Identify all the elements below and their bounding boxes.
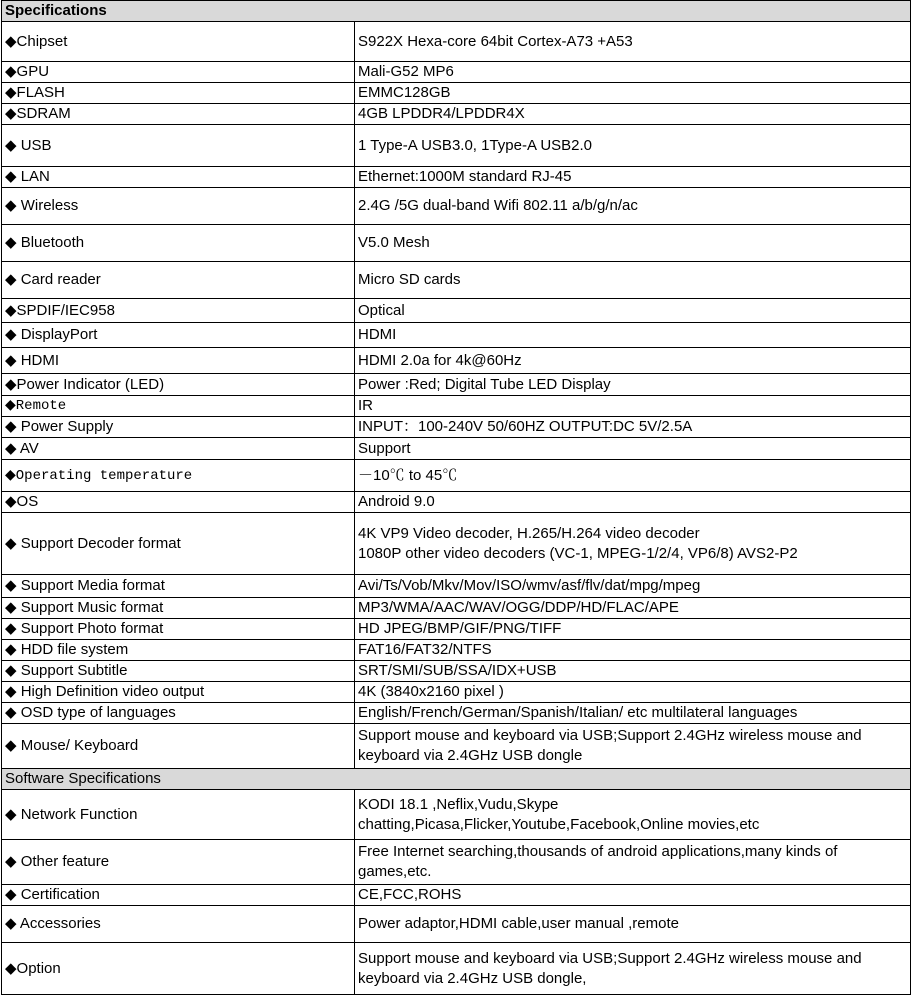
spec-value: 4GB LPDDR4/LPDDR4X [355,104,911,125]
spec-label: ◆ Mouse/ Keyboard [2,724,355,769]
spec-label: ◆ LAN [2,167,355,188]
spec-value: Mali-G52 MP6 [355,62,911,83]
spec-value: EMMC128GB [355,83,911,104]
table-row [2,575,911,598]
table-row [2,640,911,661]
table-row [2,262,911,299]
spec-value: Android 9.0 [355,492,911,513]
spec-label: ◆Remote [2,396,355,417]
table-row [2,348,911,374]
table-row [2,374,911,396]
table-row [2,492,911,513]
section-title: Software Specifications [2,769,911,790]
spec-label: ◆ USB [2,125,355,167]
table-row [2,396,911,417]
table-row [2,188,911,225]
spec-label: ◆Option [2,943,355,995]
spec-value: INPUT：100-240V 50/60HZ OUTPUT:DC 5V/2.5A [355,417,911,438]
table-row [2,104,911,125]
spec-label: ◆OS [2,492,355,513]
spec-label: ◆ AV [2,438,355,460]
spec-label: ◆FLASH [2,83,355,104]
spec-label: ◆ OSD type of languages [2,703,355,724]
spec-value: SRT/SMI/SUB/SSA/IDX+USB [355,661,911,682]
spec-value: Ethernet:1000M standard RJ-45 [355,167,911,188]
spec-label: ◆ Certification [2,885,355,906]
spec-label: ◆ Support Subtitle [2,661,355,682]
spec-value: Power :Red; Digital Tube LED Display [355,374,911,396]
spec-label: ◆ Network Function [2,790,355,840]
specifications-table [1,0,911,995]
table-row [2,167,911,188]
table-row [2,790,911,840]
spec-value: KODI 18.1 ,Neflix,Vudu,Skype chatting,Picasa,Flicker,Youtube,Facebook,Online movies,etc [355,790,911,840]
spec-label: ◆Operating temperature [2,460,355,492]
table-row [2,513,911,575]
spec-value: 2.4G /5G dual-band Wifi 802.11 a/b/g/n/ac [355,188,911,225]
spec-value: Optical [355,299,911,323]
section-header-specifications [2,1,911,22]
section-header-software-specifications [2,769,911,790]
spec-value: Support mouse and keyboard via USB;Support 2.4GHz wireless mouse and keyboard via 2.4GHz USB dongle [355,724,911,769]
spec-value: HDMI [355,323,911,348]
spec-label: ◆ Wireless [2,188,355,225]
spec-value: Support mouse and keyboard via USB;Support 2.4GHz wireless mouse and keyboard via 2.4GHz USB dongle, [355,943,911,995]
table-row [2,703,911,724]
spec-label: ◆ Card reader [2,262,355,299]
spec-label: ◆SPDIF/IEC958 [2,299,355,323]
table-row [2,682,911,703]
spec-label: ◆ Accessories [2,906,355,943]
table-row [2,906,911,943]
table-row [2,417,911,438]
table-row [2,840,911,885]
spec-label: ◆Power Indicator (LED) [2,374,355,396]
table-row [2,299,911,323]
spec-label: ◆ Bluetooth [2,225,355,262]
spec-label: ◆ Other feature [2,840,355,885]
spec-value: Avi/Ts/Vob/Mkv/Mov/ISO/wmv/asf/flv/dat/mpg/mpeg [355,575,911,598]
table-row [2,83,911,104]
table-row [2,885,911,906]
spec-value: 4K (3840x2160 pixel ) [355,682,911,703]
spec-value: FAT16/FAT32/NTFS [355,640,911,661]
table-row [2,225,911,262]
spec-value: HDMI 2.0a for 4k@60Hz [355,348,911,374]
spec-value: HD JPEG/BMP/GIF/PNG/TIFF [355,619,911,640]
spec-label: ◆GPU [2,62,355,83]
spec-value: 4K VP9 Video decoder, H.265/H.264 video decoder 1080P other video decoders (VC-1, MPEG-1/2/4, VP6/8) AVS2-P2 [355,513,911,575]
spec-value: English/French/German/Spanish/Italian/ etc multilateral languages [355,703,911,724]
spec-label: ◆SDRAM [2,104,355,125]
spec-label: ◆ Support Media format [2,575,355,598]
table-row [2,125,911,167]
table-row [2,438,911,460]
spec-value: Free Internet searching,thousands of android applications,many kinds of games,etc. [355,840,911,885]
spec-label: ◆ HDD file system [2,640,355,661]
table-row [2,661,911,682]
spec-label: ◆ Power Supply [2,417,355,438]
spec-label: ◆ High Definition video output [2,682,355,703]
table-row [2,22,911,62]
spec-value: 1 Type-A USB3.0, 1Type-A USB2.0 [355,125,911,167]
spec-value: IR [355,396,911,417]
spec-label: ◆ Support Music format [2,598,355,619]
spec-value: CE,FCC,ROHS [355,885,911,906]
table-row [2,62,911,83]
spec-value: －10℃ to 45℃ [355,460,911,492]
spec-label: ◆ DisplayPort [2,323,355,348]
spec-value: Power adaptor,HDMI cable,user manual ,remote [355,906,911,943]
spec-value: Support [355,438,911,460]
spec-value: S922X Hexa-core 64bit Cortex-A73 +A53 [355,22,911,62]
spec-label: ◆ Support Decoder format [2,513,355,575]
table-row [2,619,911,640]
spec-label: ◆ Support Photo format [2,619,355,640]
spec-value: MP3/WMA/AAC/WAV/OGG/DDP/HD/FLAC/APE [355,598,911,619]
table-row [2,598,911,619]
table-row [2,323,911,348]
spec-label: ◆ HDMI [2,348,355,374]
section-title: Specifications [2,1,911,22]
spec-value: Micro SD cards [355,262,911,299]
spec-value: V5.0 Mesh [355,225,911,262]
table-row [2,724,911,769]
spec-label: ◆Chipset [2,22,355,62]
table-row [2,460,911,492]
